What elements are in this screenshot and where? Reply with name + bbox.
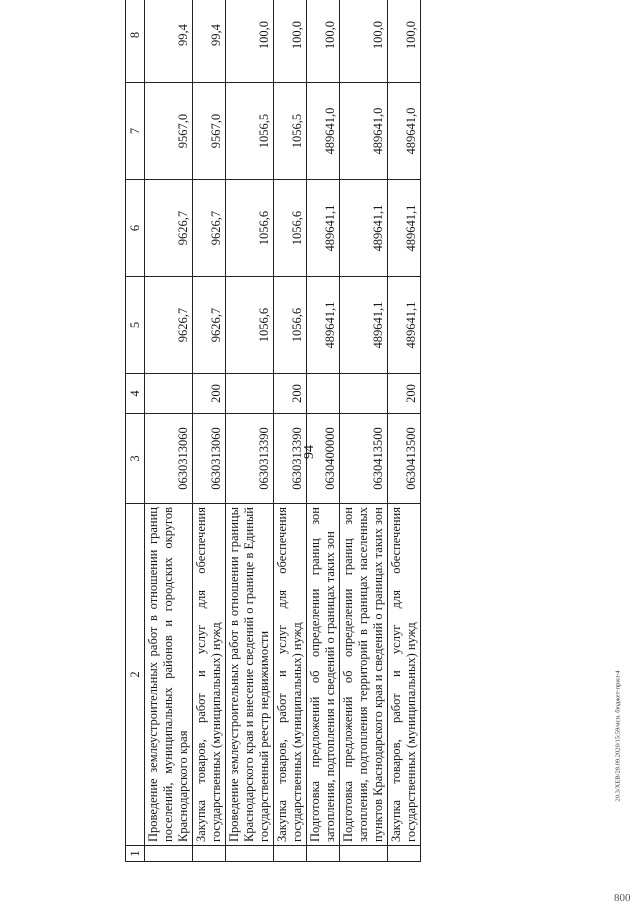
table-row — [274, 0, 307, 862]
table-row — [307, 0, 340, 862]
budget-table — [125, 0, 421, 862]
value-cell-5: 489641,1 — [340, 277, 388, 374]
code-cell: 0630313390 — [274, 414, 307, 504]
row-index-cell — [340, 846, 388, 862]
expense-type-cell — [145, 374, 193, 414]
value-cell-5: 9626,7 — [193, 277, 226, 374]
row-index-cell — [388, 846, 421, 862]
value-cell-6: 489641,1 — [307, 180, 340, 277]
value-cell-7: 489641,0 — [340, 83, 388, 180]
code-cell: 0630313060 — [193, 414, 226, 504]
table-row — [340, 0, 388, 862]
item-name-cell: Закупка товаров, работ и услуг для обеспечения государственных (муниципальных) нужд — [193, 504, 226, 846]
item-name-cell: Закупка товаров, работ и услуг для обеспечения государственных (муниципальных) нужд — [388, 504, 421, 846]
value-cell-7: 9567,0 — [145, 83, 193, 180]
row-index-cell — [274, 846, 307, 862]
value-cell-7: 489641,0 — [388, 83, 421, 180]
column-header: 8 — [126, 0, 145, 83]
value-cell-6: 9626,7 — [193, 180, 226, 277]
value-cell-5: 1056,6 — [274, 277, 307, 374]
value-cell-8: 99,4 — [193, 0, 226, 83]
column-header: 7 — [126, 83, 145, 180]
table-row — [388, 0, 421, 862]
row-index-cell — [145, 846, 193, 862]
column-header: 4 — [126, 374, 145, 414]
value-cell-8: 100,0 — [226, 0, 274, 83]
value-cell-6: 489641,1 — [388, 180, 421, 277]
value-cell-8: 100,0 — [388, 0, 421, 83]
page-number: 94 — [302, 445, 317, 459]
expense-type-cell: 200 — [274, 374, 307, 414]
expense-type-cell — [340, 374, 388, 414]
column-header: 6 — [126, 180, 145, 277]
corner-mark: 800 — [614, 892, 631, 904]
value-cell-5: 489641,1 — [388, 277, 421, 374]
code-cell: 0630313060 — [145, 414, 193, 504]
value-cell-6: 1056,6 — [226, 180, 274, 277]
row-index-cell — [226, 846, 274, 862]
rotated-page — [125, 20, 610, 862]
code-cell: 0630400000 — [307, 414, 340, 504]
value-cell-7: 1056,5 — [274, 83, 307, 180]
column-header: 5 — [126, 277, 145, 374]
value-cell-7: 489641,0 — [307, 83, 340, 180]
expense-type-cell — [307, 374, 340, 414]
item-name-cell: Закупка товаров, работ и услуг для обеспечения государственных (муниципальных) нужд — [274, 504, 307, 846]
code-cell: 0630313390 — [226, 414, 274, 504]
value-cell-6: 489641,1 — [340, 180, 388, 277]
expense-type-cell: 200 — [193, 374, 226, 414]
table-row — [145, 0, 193, 862]
value-cell-6: 1056,6 — [274, 180, 307, 277]
header-row — [126, 0, 145, 862]
table-row — [193, 0, 226, 862]
table-row — [226, 0, 274, 862]
expense-type-cell: 200 — [388, 374, 421, 414]
value-cell-8: 100,0 — [307, 0, 340, 83]
value-cell-5: 1056,6 — [226, 277, 274, 374]
value-cell-8: 99,4 — [145, 0, 193, 83]
row-index-cell — [193, 846, 226, 862]
item-name-cell: Проведение землеустроительных работ в отношении границы Краснодарского края и внесение сведений о границе в Единый государственный реестр недвижимости — [226, 504, 274, 846]
row-index-cell — [307, 846, 340, 862]
value-cell-6: 9626,7 — [145, 180, 193, 277]
value-cell-8: 100,0 — [340, 0, 388, 83]
value-cell-7: 1056,5 — [226, 83, 274, 180]
value-cell-5: 9626,7 — [145, 277, 193, 374]
column-header: 2 — [126, 504, 145, 846]
value-cell-8: 100,0 — [274, 0, 307, 83]
expense-type-cell — [226, 374, 274, 414]
value-cell-5: 489641,1 — [307, 277, 340, 374]
footer-note: 20.3/XEB/28.09.2020/15:59/исп. бюджет-прил-4 — [614, 670, 622, 802]
column-header: 3 — [126, 414, 145, 504]
code-cell: 0630413500 — [340, 414, 388, 504]
code-cell: 0630413500 — [388, 414, 421, 504]
column-header: 1 — [126, 846, 145, 862]
item-name-cell: Проведение землеустроительных работ в отношении границ поселений, муниципальных районов и городских округов Краснодарского края — [145, 504, 193, 846]
value-cell-7: 9567,0 — [193, 83, 226, 180]
item-name-cell: Подготовка предложений об определении границ зон затопления, подтопления территорий в границах населенных пунктов Краснодарского края и сведений о границах таких зон — [340, 504, 388, 846]
item-name-cell: Подготовка предложений об определении границ зон затопления, подтопления и сведений о границах таких зон — [307, 504, 340, 846]
